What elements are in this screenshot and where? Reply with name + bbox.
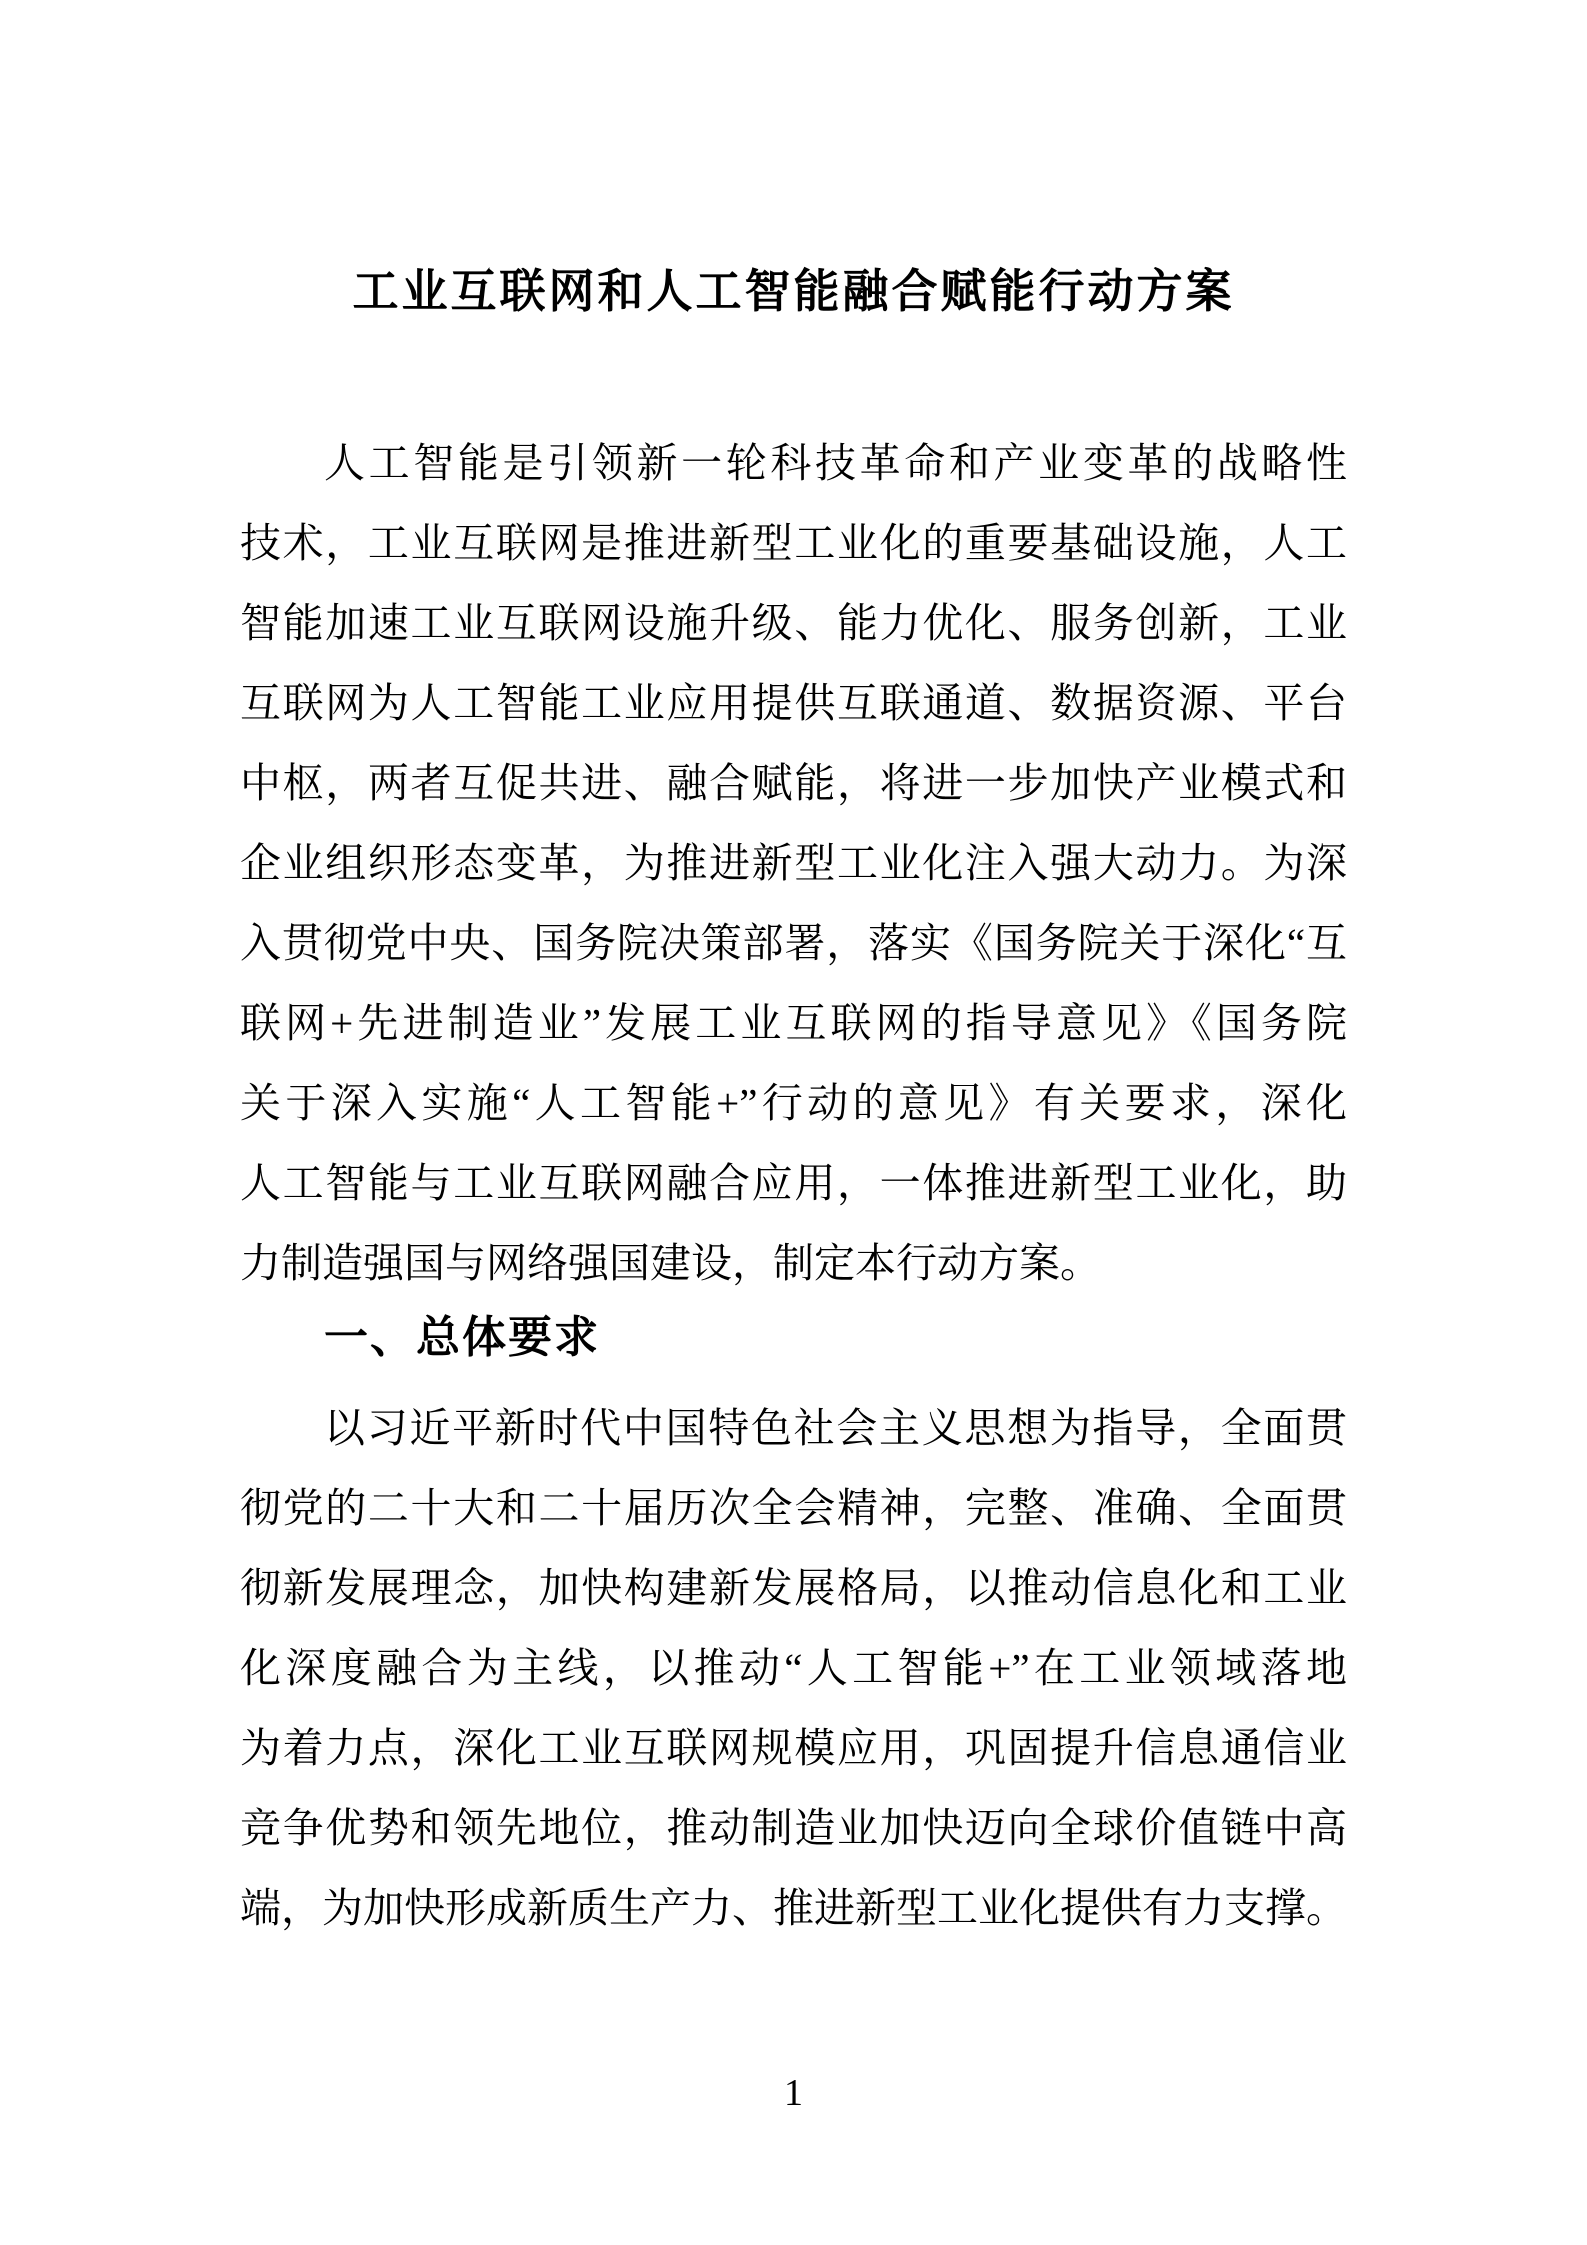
body-line: 力制造强国与网络强国建设，制定本行动方案。 xyxy=(240,1240,1101,1286)
page-number: 1 xyxy=(784,2072,803,2114)
body-line: 化深度融合为主线，以推动“人工智能+”在工业领域落地 xyxy=(240,1645,1347,1691)
body-line: 为着力点，深化工业互联网规模应用，巩固提升信息通信业 xyxy=(240,1725,1347,1771)
body-line: 联网+先进制造业”发展工业互联网的指导意见》《国务院 xyxy=(240,1000,1347,1046)
body-line: 技术，工业互联网是推进新型工业化的重要基础设施，人工 xyxy=(240,520,1347,566)
body-line: 互联网为人工智能工业应用提供互联通道、数据资源、平台 xyxy=(240,680,1347,726)
paragraph-2 xyxy=(240,1388,1347,1948)
body-line: 人工智能与工业互联网融合应用，一体推进新型工业化，助 xyxy=(240,1160,1347,1206)
body-line: 端，为加快形成新质生产力、推进新型工业化提供有力支撑。 xyxy=(240,1885,1347,1931)
body-line: 竞争优势和领先地位，推动制造业加快迈向全球价值链中高 xyxy=(240,1805,1347,1851)
body-line: 中枢，两者互促共进、融合赋能，将进一步加快产业模式和 xyxy=(240,760,1347,806)
body-line: 彻党的二十大和二十届历次全会精神，完整、准确、全面贯 xyxy=(240,1485,1347,1531)
body-line: 以习近平新时代中国特色社会主义思想为指导，全面贯 xyxy=(324,1405,1347,1451)
paragraph-1 xyxy=(240,423,1347,1303)
section-heading-overall-requirements: 一、总体要求 xyxy=(324,1313,600,1362)
body-line: 企业组织形态变革，为推进新型工业化注入强大动力。为深 xyxy=(240,840,1347,886)
body-line: 人工智能是引领新一轮科技革命和产业变革的战略性 xyxy=(324,440,1347,486)
body-line: 入贯彻党中央、国务院决策部署，落实《国务院关于深化“互 xyxy=(240,920,1347,966)
body-line: 彻新发展理念，加快构建新发展格局，以推动信息化和工业 xyxy=(240,1565,1347,1611)
document-title: 工业互联网和人工智能融合赋能行动方案 xyxy=(352,266,1235,317)
body-line: 智能加速工业互联网设施升级、能力优化、服务创新，工业 xyxy=(240,600,1347,646)
body-line: 关于深入实施“人工智能+”行动的意见》有关要求，深化 xyxy=(240,1080,1347,1126)
